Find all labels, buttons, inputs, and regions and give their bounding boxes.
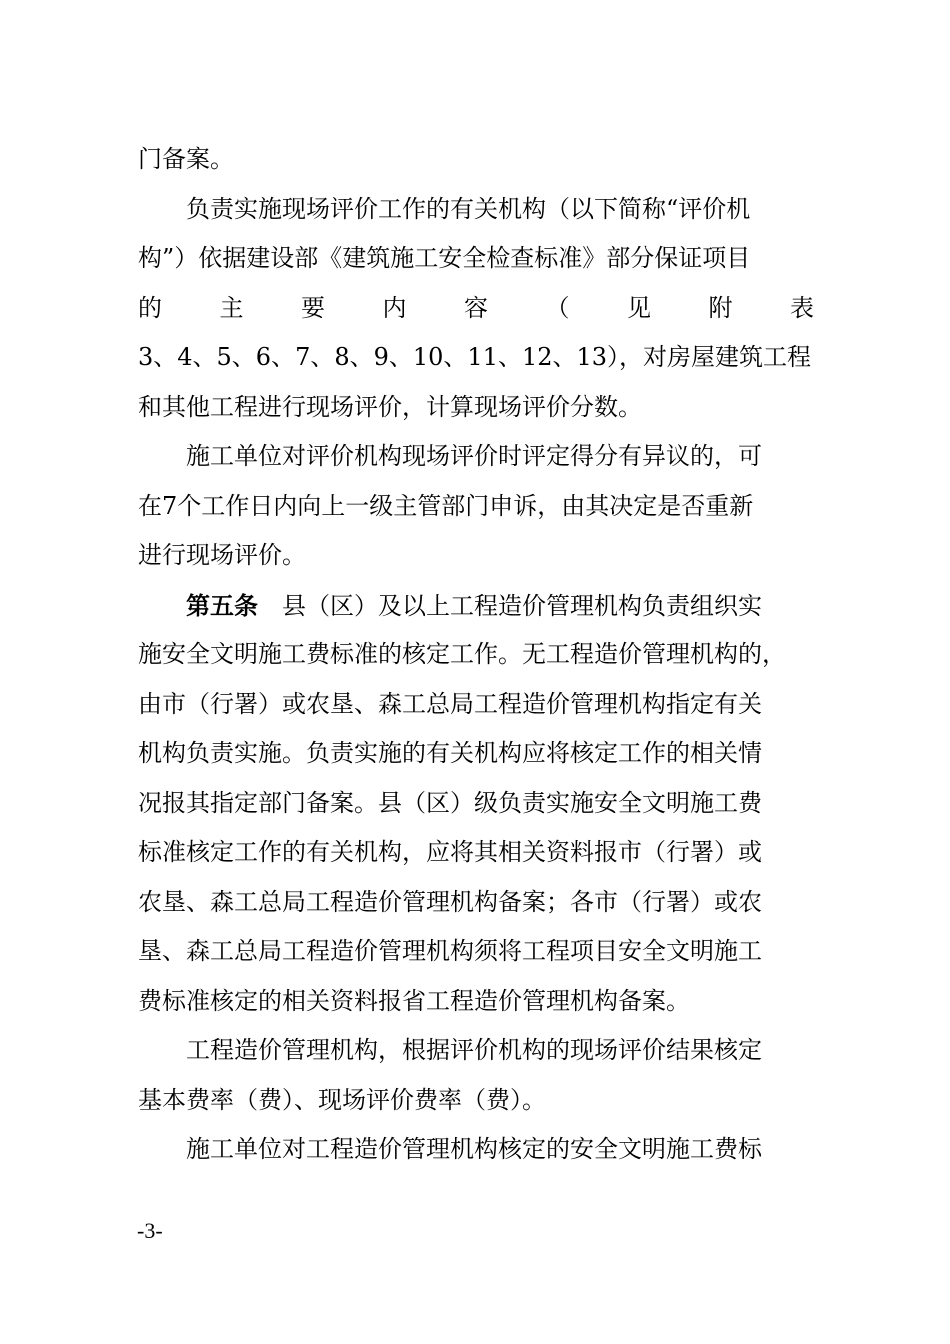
line-text: 施安全文明施工费标准的核定工作。无工程造价管理机构的， bbox=[138, 640, 786, 668]
text-line bbox=[138, 1076, 814, 1126]
line-text: 垦、森工总局工程造价管理机构须将工程项目安全文明施工 bbox=[138, 937, 762, 965]
line-text: 进行现场评价。 bbox=[138, 541, 306, 569]
line-text: 农垦、森工总局工程造价管理机构备案；各市（行署）或农 bbox=[138, 887, 762, 916]
text-line bbox=[138, 1125, 814, 1175]
text-line bbox=[138, 234, 814, 284]
spread-char: （ bbox=[545, 293, 570, 322]
line-text: 施工单位对评价机构现场评价时评定得分有异议的，可 bbox=[186, 442, 762, 470]
text-line bbox=[138, 383, 814, 433]
line-text: 县（区）及以上工程造价管理机构负责组织实 bbox=[258, 591, 762, 620]
spread-char: 容 bbox=[464, 293, 488, 322]
text-line bbox=[138, 779, 814, 829]
line-text: 和其他工程进行现场评价，计算现场评价分数。 bbox=[138, 392, 642, 421]
spread-char: 见 bbox=[627, 293, 651, 322]
line-text: 工程造价管理机构，根据评价机构的现场评价结果核定 bbox=[186, 1036, 762, 1064]
line-text: 构”）依据建设部《建筑施工安全检查标准》部分保证项目 bbox=[138, 244, 751, 272]
spread-char: 主 bbox=[219, 293, 244, 322]
spread-char: 内 bbox=[382, 293, 407, 322]
page-number: -3- bbox=[137, 1218, 163, 1243]
text-line bbox=[138, 432, 814, 482]
text-line bbox=[138, 581, 814, 631]
line-text: 门备案。 bbox=[138, 145, 234, 173]
line-text: 3、4、5、6、7、8、9、10、11、12、13），对房屋建筑工程 bbox=[138, 343, 812, 371]
line-text: 标准核定工作的有关机构，应将其相关资料报市（行署）或 bbox=[138, 838, 762, 866]
spread-char: 要 bbox=[301, 293, 325, 322]
line-text: 在7个工作日内向上一级主管部门申诉，由其决定是否重新 bbox=[138, 491, 754, 520]
text-line bbox=[138, 482, 814, 532]
spread-char: 表 bbox=[790, 293, 814, 322]
text-line bbox=[138, 185, 814, 235]
article-heading: 第五条 bbox=[186, 590, 258, 620]
text-line bbox=[138, 135, 814, 185]
text-line bbox=[138, 531, 814, 581]
text-line bbox=[138, 1026, 814, 1076]
text-line bbox=[138, 680, 814, 730]
line-text: 机构负责实施。负责实施的有关机构应将核定工作的相关情 bbox=[138, 739, 762, 767]
text-line bbox=[138, 729, 814, 779]
spread-char: 附 bbox=[708, 293, 733, 322]
spread-char: 的 bbox=[138, 293, 162, 322]
text-line bbox=[138, 878, 814, 928]
line-text: 费标准核定的相关资料报省工程造价管理机构备案。 bbox=[138, 986, 690, 1015]
text-line bbox=[138, 630, 814, 680]
text-line bbox=[138, 977, 814, 1027]
line-text: 负责实施现场评价工作的有关机构（以下简称“评价机 bbox=[186, 194, 751, 223]
document-body bbox=[138, 135, 814, 1175]
text-line bbox=[138, 927, 814, 977]
line-text: 况报其指定部门备案。县（区）级负责实施安全文明施工费 bbox=[138, 788, 762, 817]
text-line bbox=[138, 284, 814, 334]
line-text: 基本费率（费）、现场评价费率（费）。 bbox=[138, 1085, 546, 1114]
line-text: 施工单位对工程造价管理机构核定的安全文明施工费标 bbox=[186, 1135, 762, 1163]
text-line bbox=[138, 333, 814, 383]
text-line bbox=[138, 828, 814, 878]
line-text: 由市（行署）或农垦、森工总局工程造价管理机构指定有关 bbox=[138, 689, 762, 718]
